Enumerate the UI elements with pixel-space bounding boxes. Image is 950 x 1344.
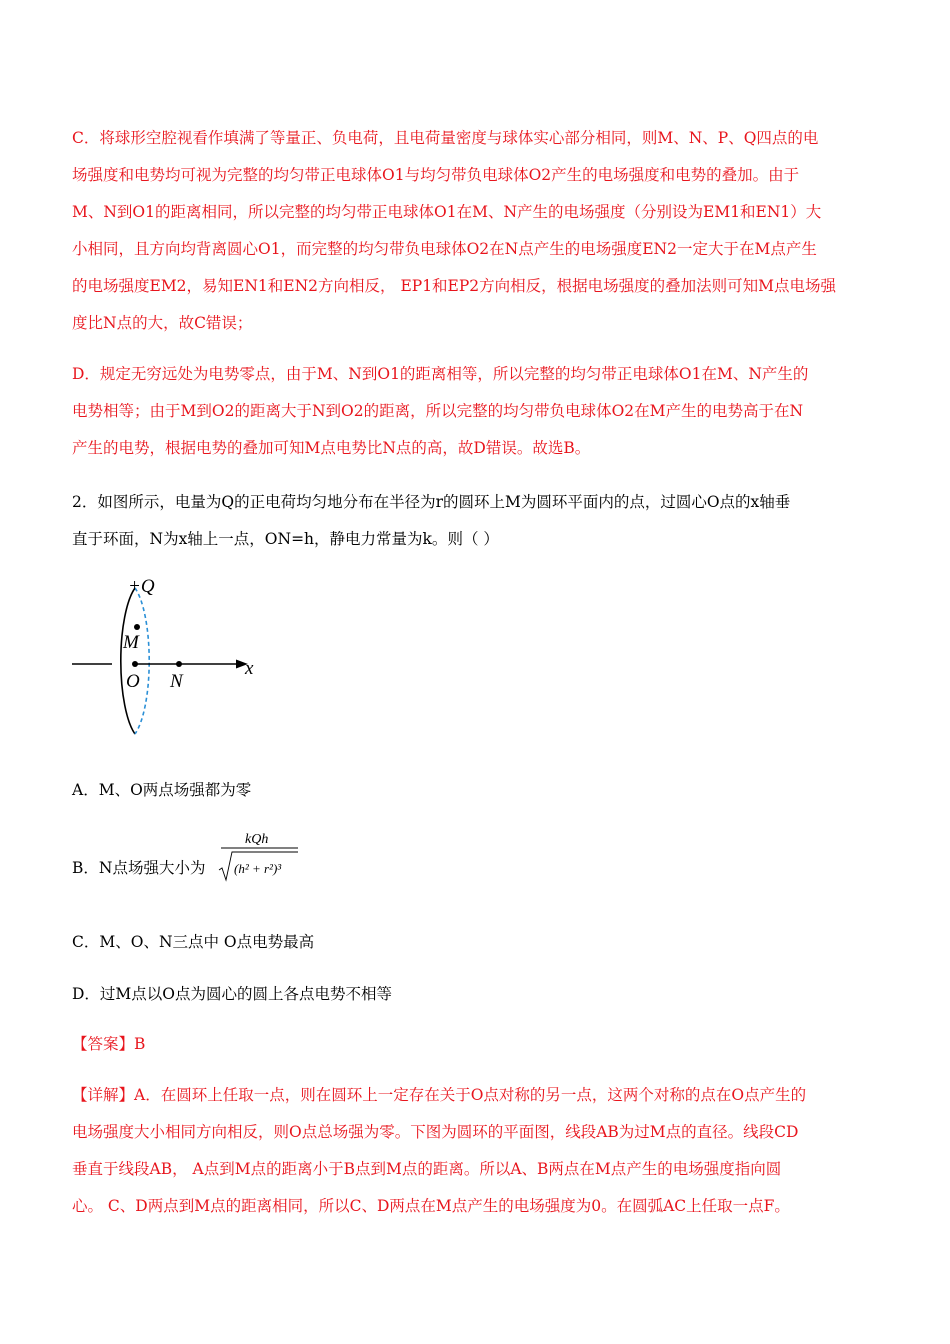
- analysis-c-line: M、N到O1的距离相同，所以完整的均匀带正电球体O1在M、N产生的电场强度（分别设为EM1和EN1）大: [72, 203, 822, 221]
- ring-figure: [72, 568, 272, 743]
- option-b-prefix: B．N点场强大小为: [72, 859, 206, 877]
- analysis-d-line: 产生的电势，根据电势的叠加可知M点电势比N点的高，故D错误。故选B。: [72, 439, 591, 457]
- ring-front-arc: [121, 588, 135, 734]
- question-2: [72, 484, 880, 558]
- analysis-d-line: 电势相等；由于M到O2的距离大于N到O2的距离，所以完整的均匀带负电球体O2在M产生的电势高于在N: [72, 402, 804, 420]
- label-x: x: [245, 658, 254, 679]
- option-c: C．M、O、N三点中 O点电势最高: [72, 933, 315, 951]
- question-line: 直于环面，N为x轴上一点，ON=h，静电力常量为k。则（ ）: [72, 530, 499, 548]
- detail-line: 电场强度大小相同方向相反，则O点总场强为零。下图为圆环的平面图，线段AB为过M点的直径。线段CD: [72, 1123, 799, 1141]
- formula-numerator: kQh: [245, 832, 269, 847]
- option-b-formula: [218, 826, 308, 886]
- analysis-c-line: 的电场强度EM2，易知EN1和EN2方向相反， EP1和EP2方向相反，根据电场强度的叠加法则可知M点电场强: [72, 277, 837, 295]
- option-d: D．过M点以O点为圆心的圆上各点电势不相等: [72, 985, 393, 1003]
- label-m: M: [123, 632, 139, 653]
- formula-denominator: (h² + r²)³: [234, 861, 282, 876]
- analysis-c-line: 度比N点的大，故C错误；: [72, 314, 253, 332]
- analysis-c: [72, 120, 880, 342]
- analysis-d-line: D．规定无穷远处为电势零点，由于M、N到O1的距离相等，所以完整的均匀带正电球体O1在M、N产生的: [72, 365, 809, 383]
- point-n-dot: [176, 661, 182, 667]
- point-m-dot: [134, 624, 140, 630]
- analysis-c-line: 小相同，且方向均背离圆心O1，而完整的均匀带负电球体O2在N点产生的电场强度EN2一定大于在M点产生: [72, 240, 817, 258]
- sqrt-formula: [218, 826, 308, 886]
- point-o-dot: [132, 661, 138, 667]
- label-n: N: [170, 671, 183, 692]
- answer-label: 【答案】B: [72, 1035, 146, 1053]
- analysis-d: [72, 356, 880, 467]
- ring-back-arc: [135, 588, 149, 734]
- detail-line: 心。 C、D两点到M点的距离相同，所以C、D两点在M点产生的电场强度为0。在圆弧AC上任取一点F。: [72, 1197, 790, 1215]
- option-a: A．M、O两点场强都为零: [72, 781, 252, 799]
- question-line: 2．如图所示，电量为Q的正电荷均匀地分布在半径为r的圆环上M为圆环平面内的点，过圆心O点的x轴垂: [72, 493, 791, 511]
- analysis-c-line: 场强度和电势均可视为完整的均匀带正电球体O1与均匀带负电球体O2产生的电场强度和电势的叠加。由于: [72, 166, 800, 184]
- detail-line: 【详解】A．在圆环上任取一点，则在圆环上一定存在关于O点对称的另一点，这两个对称的点在O点产生的: [72, 1086, 807, 1104]
- label-o: O: [126, 671, 140, 692]
- detail-line: 垂直于线段AB， A点到M点的距离小于B点到M点的距离。所以A、B两点在M点产生的电场强度指向圆: [72, 1160, 782, 1178]
- analysis-c-line: C．将球形空腔视看作填满了等量正、负电荷，且电荷量密度与球体实心部分相同，则M、N、P、Q四点的电: [72, 129, 819, 147]
- detail: [72, 1077, 880, 1225]
- ring-diagram: [72, 568, 272, 743]
- charge-label: +Q: [128, 576, 155, 597]
